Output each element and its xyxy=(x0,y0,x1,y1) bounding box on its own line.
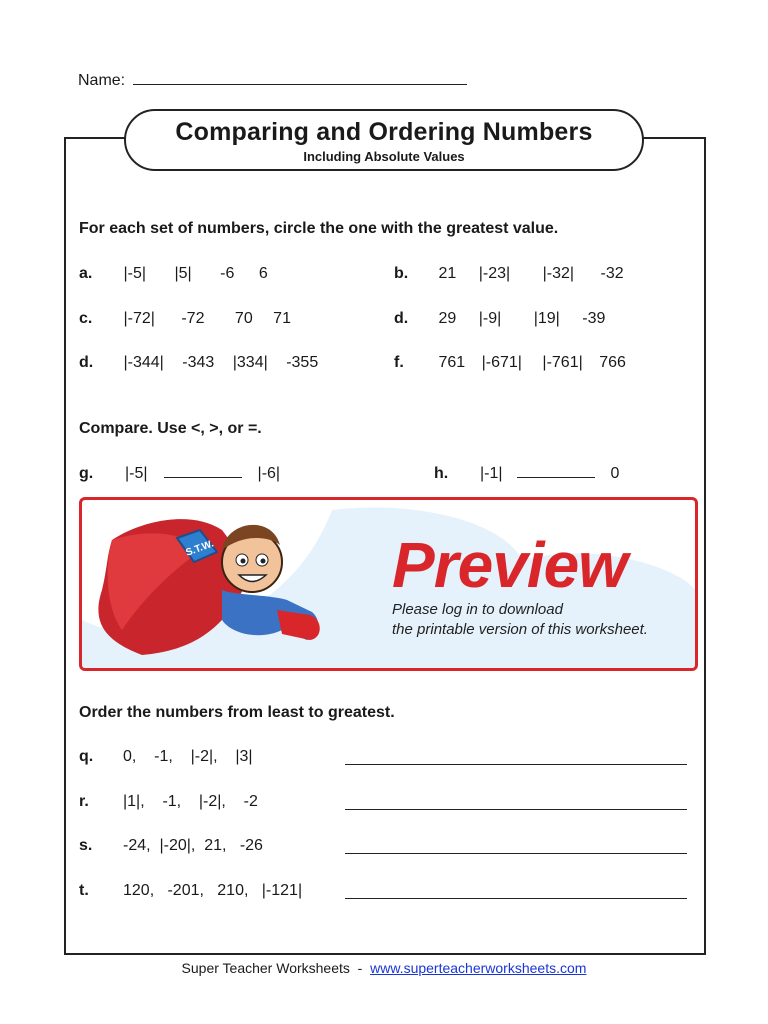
problem-label: d. xyxy=(394,310,409,327)
compare-right: 0 xyxy=(610,465,620,482)
answer-line xyxy=(345,809,687,810)
problem-row-d xyxy=(394,310,619,328)
problem-label: s. xyxy=(79,837,93,854)
answer-blank xyxy=(164,465,242,478)
number-item: -6 xyxy=(220,265,235,282)
answer-line xyxy=(345,853,687,854)
problem-label: d. xyxy=(79,354,94,371)
preview-message xyxy=(392,600,648,640)
number-item: 766 xyxy=(599,354,626,371)
problem-label: h. xyxy=(434,465,449,482)
page-title: Comparing and Ordering Numbers xyxy=(175,118,593,146)
order-row-r xyxy=(79,793,258,811)
problem-row-a xyxy=(79,265,282,283)
number-item: |-5| xyxy=(123,265,146,282)
number-item: -355 xyxy=(286,354,319,371)
number-item: 29 xyxy=(438,310,457,327)
order-items: |1|, -1, |-2|, -2 xyxy=(123,793,258,810)
compare-left: |-5| xyxy=(125,465,148,482)
name-field xyxy=(78,70,467,90)
order-row-s xyxy=(79,837,263,855)
problem-row-c xyxy=(79,310,305,328)
problem-label: a. xyxy=(79,265,93,282)
problem-row-b xyxy=(394,265,638,283)
problem-label: g. xyxy=(79,465,94,482)
preview-banner xyxy=(79,497,698,671)
preview-line-2: the printable version of this worksheet. xyxy=(392,621,648,638)
compare-row-g xyxy=(79,465,280,483)
section1-heading: For each set of numbers, circle the one with the greatest value. xyxy=(79,220,559,237)
number-item: |-671| xyxy=(481,354,522,371)
compare-right: |-6| xyxy=(257,465,281,482)
number-item: -72 xyxy=(181,310,205,327)
footer-text: Super Teacher Worksheets - xyxy=(181,960,371,976)
problem-row-f xyxy=(394,354,640,372)
order-row-q xyxy=(79,748,253,766)
number-item: |5| xyxy=(174,265,192,282)
problem-label: r. xyxy=(79,793,89,810)
number-item: 761 xyxy=(438,354,466,371)
order-items: 0, -1, |-2|, |3| xyxy=(123,748,253,765)
preview-title: Preview xyxy=(392,529,627,601)
compare-left: |-1| xyxy=(480,465,503,482)
problem-label: q. xyxy=(79,748,94,765)
footer xyxy=(0,960,768,976)
hero-badge-text: S.T.W. xyxy=(184,538,216,559)
problem-row-d2 xyxy=(79,354,332,372)
answer-line xyxy=(345,898,687,899)
number-item: 70 xyxy=(234,310,253,327)
number-item: |19| xyxy=(533,310,560,327)
page-subtitle: Including Absolute Values xyxy=(303,149,465,164)
order-row-t xyxy=(79,882,302,900)
problem-label: f. xyxy=(394,354,404,371)
number-item: |-344| xyxy=(123,354,164,371)
number-item: |-72| xyxy=(123,310,155,327)
answer-blank xyxy=(517,465,595,478)
number-item: -32 xyxy=(600,265,624,282)
title-banner xyxy=(124,109,644,171)
number-item: 21 xyxy=(438,265,457,282)
number-item: 71 xyxy=(273,310,291,327)
number-item: -343 xyxy=(182,354,215,371)
number-item: 6 xyxy=(258,265,268,282)
footer-link[interactable]: www.superteacherworksheets.com xyxy=(370,960,587,976)
number-item: |-761| xyxy=(542,354,583,371)
number-item: |-9| xyxy=(478,310,502,327)
problem-label: c. xyxy=(79,310,93,327)
order-items: -24, |-20|, 21, -26 xyxy=(123,837,263,854)
order-items: 120, -201, 210, |-121| xyxy=(123,882,303,899)
problem-label: t. xyxy=(79,882,89,899)
number-item: |334| xyxy=(232,354,268,371)
name-label: Name: xyxy=(78,72,126,89)
number-item: -39 xyxy=(582,310,606,327)
number-item: |-23| xyxy=(478,265,511,282)
name-line xyxy=(133,70,467,85)
section2-heading: Compare. Use <, >, or =. xyxy=(79,420,262,437)
number-item: |-32| xyxy=(542,265,575,282)
problem-label: b. xyxy=(394,265,409,282)
section3-heading: Order the numbers from least to greatest. xyxy=(79,704,395,721)
answer-line xyxy=(345,764,687,765)
compare-row-h xyxy=(434,465,619,483)
preview-line-1: Please log in to download xyxy=(392,601,563,618)
